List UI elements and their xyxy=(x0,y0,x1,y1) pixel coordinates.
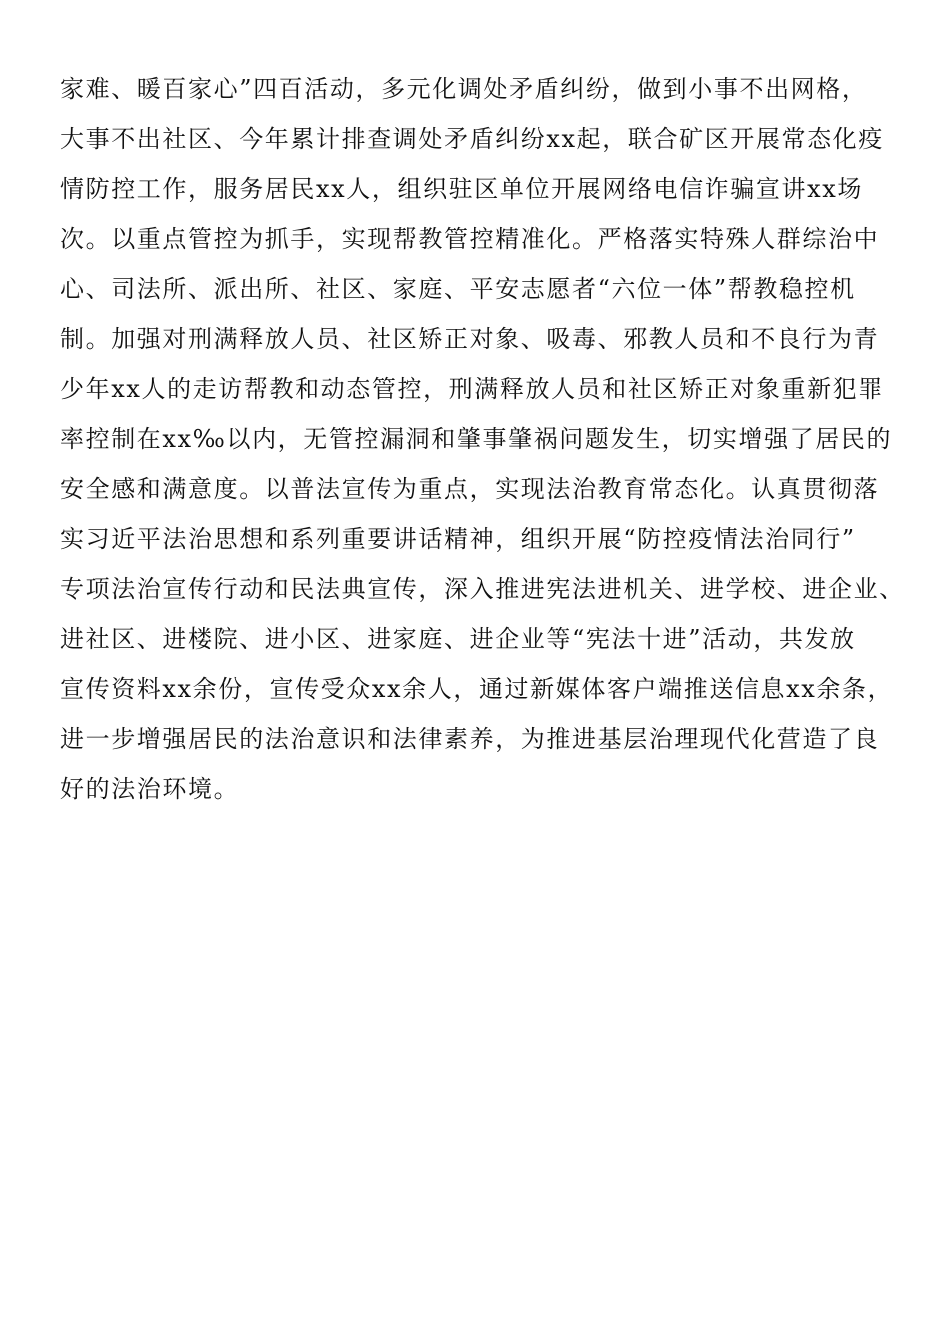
body-paragraph xyxy=(60,64,910,814)
text-line-6: 制。加强对刑满释放人员、社区矫正对象、吸毒、邪教人员和不良行为青 xyxy=(60,325,880,353)
text-line-10: 实习近平法治思想和系列重要讲话精神，组织开展“防控疫情法治同行” xyxy=(60,525,856,553)
text-line-9: 安全感和满意度。以普法宣传为重点，实现法治教育常态化。认真贯彻落 xyxy=(60,475,880,503)
text-line-5: 心、司法所、派出所、社区、家庭、平安志愿者“六位一体”帮教稳控机 xyxy=(60,275,856,303)
text-line-8: 率控制在xx‰以内，无管控漏洞和肇事肇祸问题发生，切实增强了居民的 xyxy=(60,425,893,453)
text-line-12: 进社区、进楼院、进小区、进家庭、进企业等“宪法十进”活动，共发放 xyxy=(60,625,856,653)
text-line-15: 好的法治环境。 xyxy=(60,775,240,803)
text-line-1: 家难、暖百家心”四百活动，多元化调处矛盾纠纷，做到小事不出网格， xyxy=(60,75,868,103)
text-line-4: 次。以重点管控为抓手，实现帮教管控精准化。严格落实特殊人群综治中 xyxy=(60,225,880,253)
text-line-11: 专项法治宣传行动和民法典宣传，深入推进宪法进机关、进学校、进企业、 xyxy=(60,575,905,603)
text-line-2: 大事不出社区、今年累计排查调处矛盾纠纷xx起，联合矿区开展常态化疫 xyxy=(60,125,884,153)
text-line-13: 宣传资料xx余份，宣传受众xx余人，通过新媒体客户端推送信息xx余条， xyxy=(60,675,894,703)
text-line-14: 进一步增强居民的法治意识和法律素养，为推进基层治理现代化营造了良 xyxy=(60,725,880,753)
text-line-3: 情防控工作，服务居民xx人，组织驻区单位开展网络电信诈骗宣讲xx场 xyxy=(60,175,863,203)
text-line-7: 少年xx人的走访帮教和动态管控，刑满释放人员和社区矫正对象重新犯罪 xyxy=(60,375,884,403)
